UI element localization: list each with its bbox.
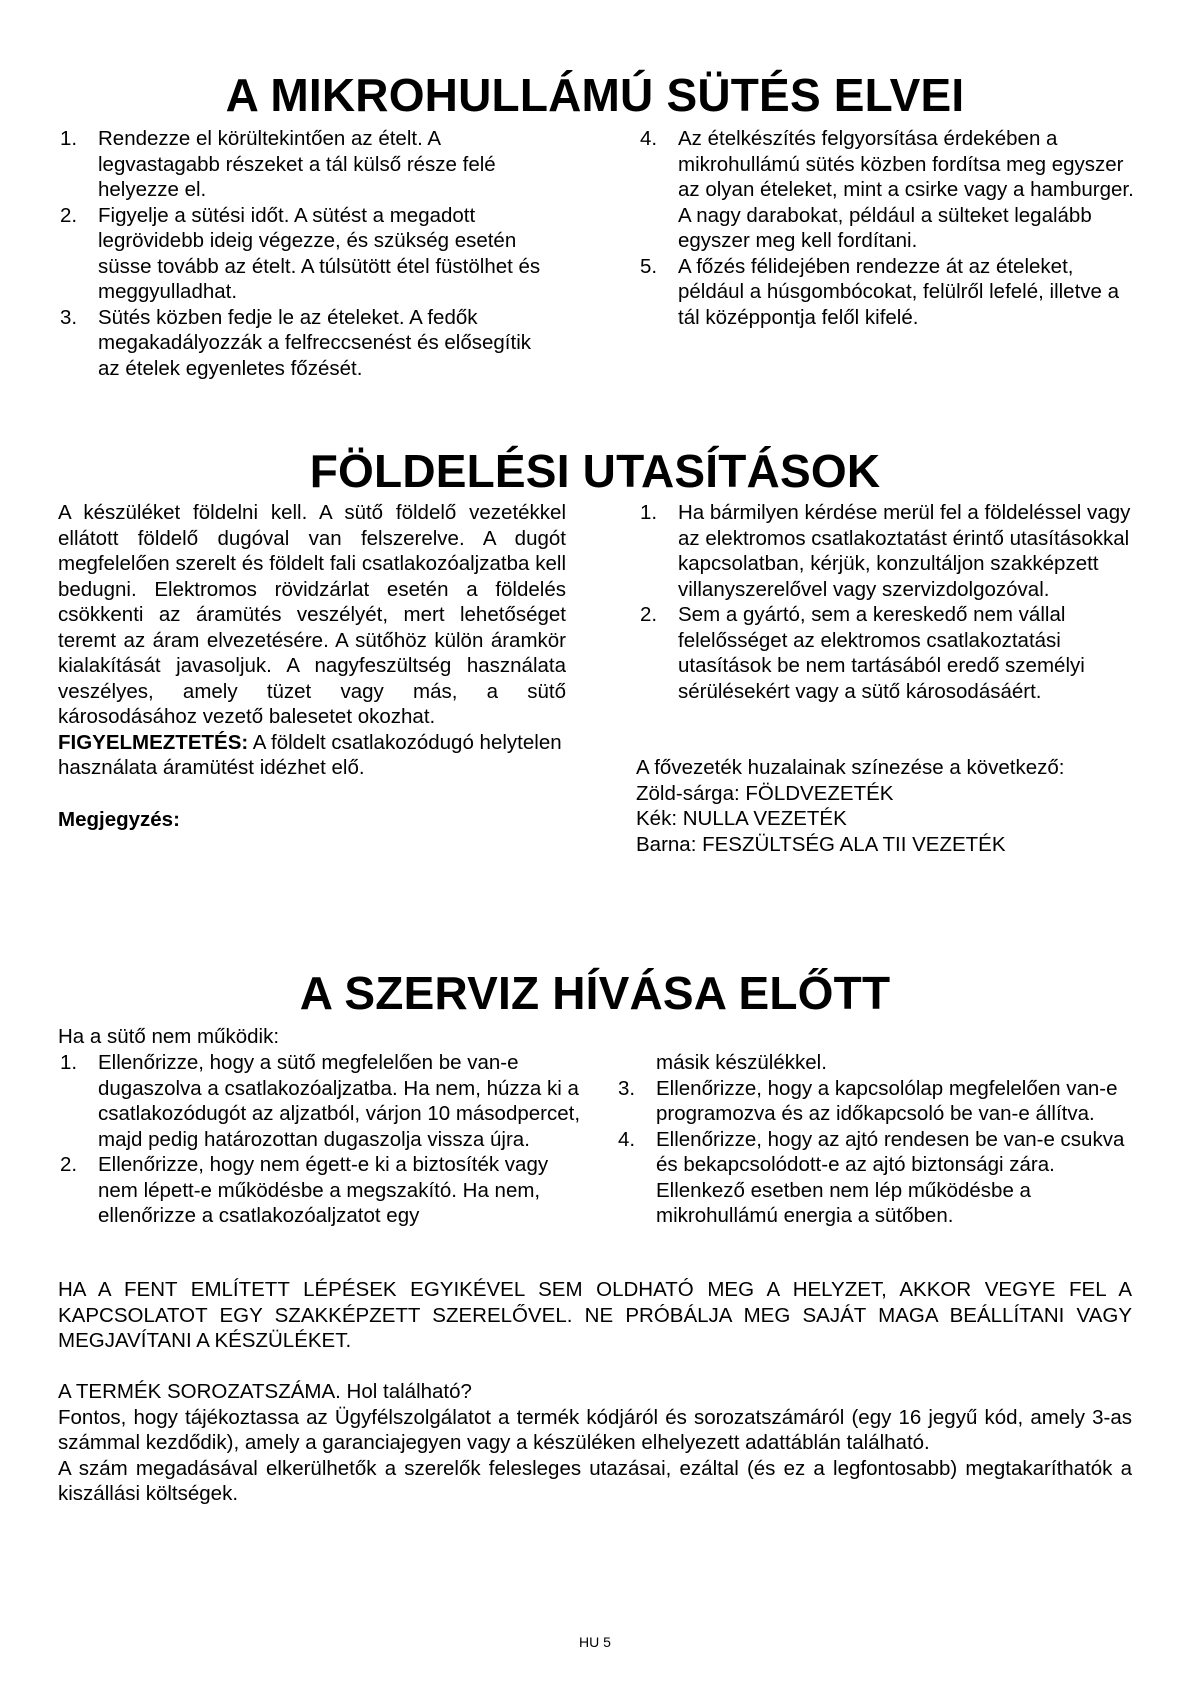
section1-right-column [640,126,1140,330]
list-item-continuation: másik készülékkel. [656,1051,827,1074]
list-item: 1. Rendezze el körültekintően az ételt. A legvastagabb részeket a tál külső része felé helyezze el. [60,127,496,201]
section3-left-column [60,1050,586,1229]
wiring-info [636,755,1136,857]
list-item: 4. Az ételkészítés felgyorsítása érdekében a mikrohullámú sütés közben fordítsa meg egyszer az olyan ételeket, mint a csirke vagy a hamburger. A nagy darabokat, például a sülteket legalább egyszer meg kell fordítani. [640,127,1134,252]
service-intro: Ha a sütő nem működik: [58,1025,280,1048]
warning-label: FIGYELMEZTETÉS: [58,730,249,754]
serial-paragraph: A szám megadásával elkerülhetők a szerelők felesleges utazásai, ezáltal (és ez a legfontosabb) megtakaríthatók a kiszállási költségek. [58,1456,1132,1505]
section-title-before-calling-service: A SZERVIZ HÍVÁSA ELŐTT [299,967,891,1019]
wiring-line: Zöld-sárga: FÖLDVEZETÉK [636,781,894,805]
serial-number-section [58,1379,1132,1507]
list-item: 3. Sütés közben fedje le az ételeket. A fedők megakadályozzák a felfreccsenést és elősegítik az ételek egyenletes főzését. [60,305,532,380]
section1-left-column [60,126,542,381]
list-item: 1. Ellenőrizze, hogy a sütő megfelelően be van-e dugaszolva a csatlakozóaljzatba. Ha nem, húzza ki a csatlakozódugót az aljzatból, várjon 10 másodpercet, majd pedig határozottan dugaszolja vissza újra. [60,1051,581,1151]
section-title-microwave-principles: A MIKROHULLÁMÚ SÜTÉS ELVEI [225,69,965,121]
note-label: Megjegyzés: [58,807,180,831]
list-item: 3. Ellenőrizze, hogy a kapcsolólap megfelelően van-e programozva és az időkapcsoló be van-e állítva. [618,1076,1118,1125]
warning-text: A földelt csatlakozódugó helytelen használata áramütést idézhet elő. [58,730,562,779]
wiring-intro: A fővezeték huzalainak színezése a következő: [636,756,1065,779]
note-paragraph [58,807,566,833]
service-notice: HA A FENT EMLÍTETT LÉPÉSEK EGYIKÉVEL SEM OLDHATÓ MEG A HELYZET, AKKOR VEGYE FEL A KAPCSOLATOT EGY SZAKKÉPZETT SZERELŐVEL. NE PRÓBÁLJA MEG SAJÁT MAGA BEÁLLÍTANI VAGY MEGJAVÍTANI A KÉSZÜLÉKET. [58,1278,1132,1352]
warning-paragraph [58,730,566,781]
list-item: 2. Ellenőrizze, hogy nem égett-e ki a biztosíték vagy nem lépett-e működésbe a megszakító. Ha nem, ellenőrizze a csatlakozóaljzatot egy [60,1153,549,1227]
list-item: 1. Ha bármilyen kérdése merül fel a földeléssel vagy az elektromos csatlakoztatást érintő utasításokkal kapcsolatban, kérjük, konzultáljon szakképzett villanyszerelővel vagy szervizdolgozóval. [640,501,1131,601]
list-item: 5. A főzés félidejében rendezze át az ételeket, például a húsgombócokat, felülről lefelé, illetve a tál középpontja felől kifelé. [640,254,1120,329]
serial-paragraph: Fontos, hogy tájékoztassa az Ügyfélszolgálatot a termék kódjáról és sorozatszámáról (egy 16 jegyű kód, amely 3-as számmal kezdődik), amely a garanciajegyen vagy a készüléken elhelyezett adattáblán található. [58,1405,1132,1454]
grounding-intro-paragraph: A készüléket földelni kell. A sütő földelő vezetékkel ellátott földelő dugóval van felszerelve. A dugót megfelelően szerelt és földelt fali csatlakozóaljzatba kell bedugni. Elektromos rövidzárlat esetén a földelés csökkenti az áramütés veszélyét, mert lehetőséget teremt az áram elvezetésére. A sütőhöz külön áramkör kialakítását javasoljuk. A nagyfeszültség használata veszélyes, amely tüzet vagy más, a sütő károsodásához vezető balesetet okozhat. [58,501,566,728]
serial-heading: A TERMÉK SOROZATSZÁMA. Hol található? [58,1380,472,1403]
wiring-line: Kék: NULLA VEZETÉK [636,807,847,830]
section3-right-column [618,1050,1138,1229]
section-title-grounding-instructions: FÖLDELÉSI UTASÍTÁSOK [309,445,881,497]
wiring-line: Barna: FESZÜLTSÉG ALA TII VEZETÉK [636,832,1006,856]
page-number: HU 5 [579,1634,611,1650]
section2-right-column [640,500,1148,704]
list-item: 2. Figyelje a sütési időt. A sütést a megadott legrövidebb ideig végezze, és szükség esetén süsse tovább az ételt. A túlsütött étel füstölhet és meggyulladhat. [60,203,541,303]
section2-left-column [58,500,566,832]
list-item: 4. Ellenőrizze, hogy az ajtó rendesen be van-e csukva és bekapcsolódott-e az ajtó biztonsági zára. Ellenkező esetben nem lép működésbe a mikrohullámú energia a sütőben. [618,1127,1125,1227]
list-item: 2. Sem a gyártó, sem a kereskedő nem vállal felelősséget az elektromos csatlakoztatási utasítások be nem tartásából eredő személyi sérülésekért vagy a sütő károsodásáért. [640,603,1085,703]
